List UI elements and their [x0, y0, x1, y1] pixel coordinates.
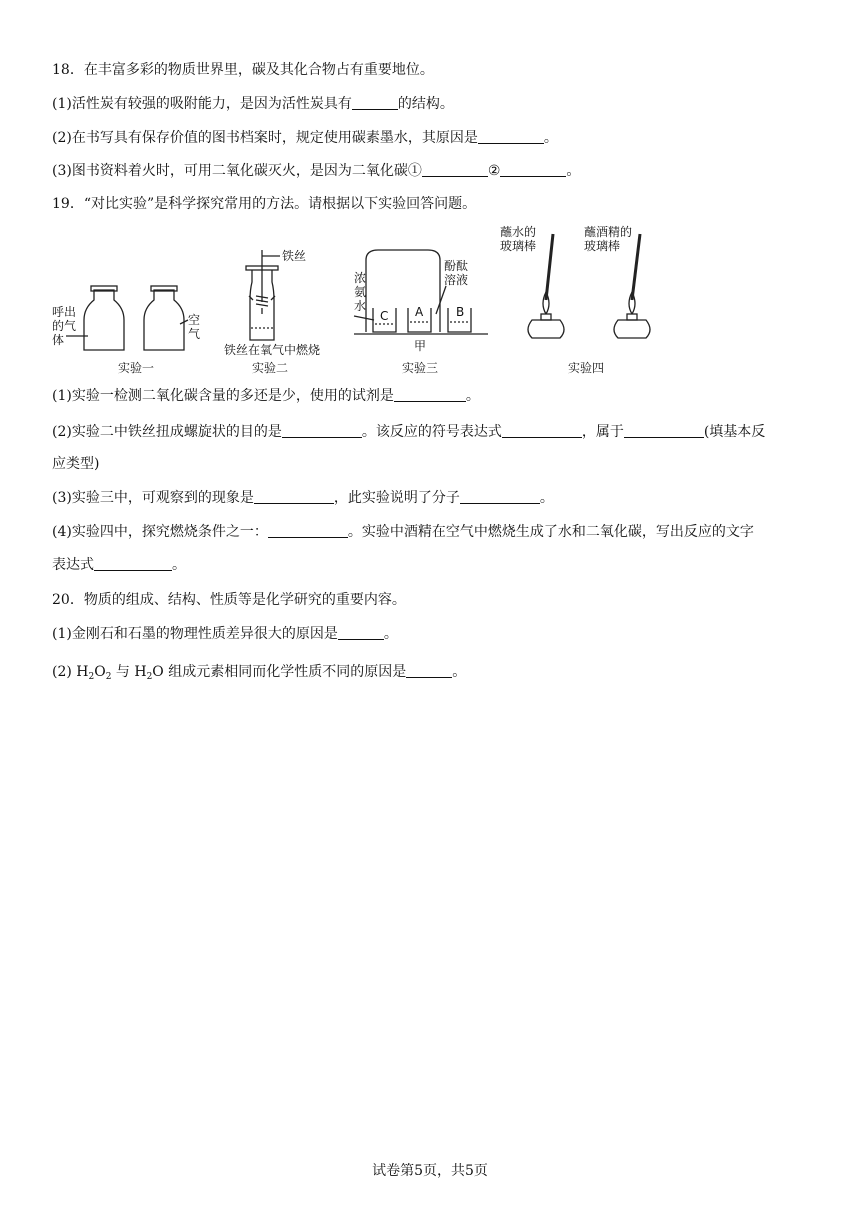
exp3-right-label-2: 溶液 — [444, 273, 469, 287]
exp1-right-label-1: 空 — [188, 313, 201, 327]
exp3-left-label-1: 浓 — [354, 271, 367, 285]
q19-part4-cont-text: 表达式 — [52, 557, 94, 573]
exp1-left-label-2: 的气 — [52, 319, 77, 333]
answer-blank[interactable] — [394, 387, 466, 402]
q20-part2-text: (2) H — [52, 664, 89, 680]
exp1-left-label-3: 体 — [52, 333, 65, 347]
q18-part3-tail: 。 — [566, 163, 581, 179]
q20-part2-tail: 。 — [452, 664, 467, 680]
q18-part3-marker: ② — [487, 163, 501, 179]
answer-blank[interactable] — [338, 625, 384, 640]
q20-part1 — [52, 624, 398, 644]
subscript: 2 — [105, 672, 112, 682]
lamp-wick-holder — [627, 314, 637, 320]
q20-part2-text-d: O 组成元素相同而化学性质不同的原因是 — [152, 664, 407, 680]
exp2-caption: 实验二 — [252, 361, 289, 375]
q19-part2-cont: 应类型) — [52, 456, 100, 472]
q18-part2-tail: 。 — [543, 130, 558, 146]
answer-blank[interactable] — [500, 162, 566, 177]
q18-part2-text: (2)在书写具有保存价值的图书档案时，规定使用碳素墨水，其原因是 — [52, 130, 478, 146]
alcohol-lamp-right — [614, 320, 650, 338]
q19-part2-mid: 。该反应的符号表达式 — [361, 424, 502, 440]
q20-stem: 20．物质的组成、结构、性质等是化学研究的重要内容。 — [52, 592, 406, 608]
exp2-wire-label: 铁丝 — [282, 249, 307, 263]
subscript: 2 — [88, 672, 95, 682]
glass-rod-water — [546, 234, 553, 300]
q18-part2 — [52, 128, 558, 148]
beaker-a-label: A — [415, 305, 424, 319]
bell-jar — [366, 250, 440, 332]
q19-part2-text: (2)实验二中铁丝扭成螺旋状的目的是 — [52, 424, 282, 440]
exp4-water-label-2: 玻璃棒 — [500, 239, 537, 253]
q19-stem: 19．“对比实验”是科学探究常用的方法。请根据以下实验回答问题。 — [52, 196, 477, 212]
answer-blank[interactable] — [254, 489, 334, 504]
answer-blank[interactable] — [478, 129, 544, 144]
answer-blank[interactable] — [624, 423, 704, 438]
q18-part1 — [52, 94, 454, 114]
q19-part2 — [52, 422, 765, 442]
q19-part4-mid: 。实验中酒精在空气中燃烧生成了水和二氧化碳，写出反应的文字 — [347, 524, 754, 540]
exp1-caption: 实验一 — [118, 361, 155, 375]
bottle-air — [144, 290, 184, 350]
q20-part2-text-b: O — [94, 664, 106, 680]
q19-part1-tail: 。 — [465, 388, 480, 404]
answer-blank[interactable] — [502, 423, 582, 438]
q19-part2-tail: (填基本反 — [703, 424, 766, 440]
label-leader — [354, 316, 374, 320]
exp4-water-label-1: 蘸水的 — [500, 225, 537, 239]
experiment-figure — [48, 220, 668, 382]
q19-part4-cont — [52, 555, 186, 575]
q18-part3 — [52, 161, 580, 181]
alcohol-lamp-left — [528, 320, 564, 338]
exp3-left-label-2: 氨 — [354, 285, 367, 299]
q19-part3-mid: ，此实验说明了分子 — [333, 490, 460, 506]
answer-blank[interactable] — [268, 523, 348, 538]
bottle-exhaled-gas — [84, 290, 124, 350]
exp3-jia-label: 甲 — [414, 339, 427, 353]
beaker-c-label: C — [380, 309, 389, 323]
q20-part1-text: (1)金刚石和石墨的物理性质差异很大的原因是 — [52, 626, 338, 642]
q19-part3 — [52, 488, 554, 508]
answer-blank[interactable] — [94, 556, 172, 571]
answer-blank[interactable] — [352, 95, 398, 110]
q19-part1-text: (1)实验一检测二氧化碳含量的多还是少，使用的试剂是 — [52, 388, 394, 404]
q19-part2-mid2: ，属于 — [581, 424, 624, 440]
page-footer: 试卷第5页，共5页 — [372, 1163, 488, 1179]
q18-part3-text: (3)图书资料着火时，可用二氧化碳灭火，是因为二氧化碳① — [52, 163, 422, 179]
exp1-left-label-1: 呼出 — [52, 305, 77, 319]
exp2-description: 铁丝在氧气中燃烧 — [224, 343, 321, 357]
q20-part2 — [52, 662, 466, 687]
exp4-caption: 实验四 — [568, 361, 605, 375]
experiment-illustration — [48, 220, 668, 382]
subscript: 2 — [146, 672, 153, 682]
q18-part1-text: (1)活性炭有较强的吸附能力，是因为活性炭具有 — [52, 96, 352, 112]
label-leader — [436, 286, 446, 314]
exp3-left-label-3: 水 — [354, 299, 367, 313]
answer-blank[interactable] — [422, 162, 488, 177]
q18-part1-tail: 的结构。 — [397, 96, 454, 112]
q19-part4 — [52, 522, 754, 542]
q19-part3-tail: 。 — [539, 490, 554, 506]
exp3-right-label-1: 酚酞 — [444, 259, 469, 273]
q19-part3-text: (3)实验三中，可观察到的现象是 — [52, 490, 254, 506]
beaker-b-label: B — [456, 305, 465, 319]
q19-part1 — [52, 386, 480, 406]
lamp-wick-holder — [541, 314, 551, 320]
iron-coil — [256, 296, 268, 306]
answer-blank[interactable] — [282, 423, 362, 438]
exp4-alcohol-label-1: 蘸酒精的 — [584, 225, 633, 239]
q18-stem: 18．在丰富多彩的物质世界里，碳及其化合物占有重要地位。 — [52, 62, 434, 78]
exp3-caption: 实验三 — [402, 361, 439, 375]
answer-blank[interactable] — [406, 663, 452, 678]
exp1-right-label-2: 气 — [188, 327, 201, 341]
q19-part4-text: (4)实验四中，探究燃烧条件之一： — [52, 524, 268, 540]
exp4-alcohol-label-2: 玻璃棒 — [584, 239, 621, 253]
q19-part4-tail: 。 — [172, 557, 186, 573]
answer-blank[interactable] — [460, 489, 540, 504]
q20-part1-tail: 。 — [383, 626, 398, 642]
glass-rod-alcohol — [632, 234, 640, 300]
q20-part2-text-c: 与 H — [111, 664, 147, 680]
